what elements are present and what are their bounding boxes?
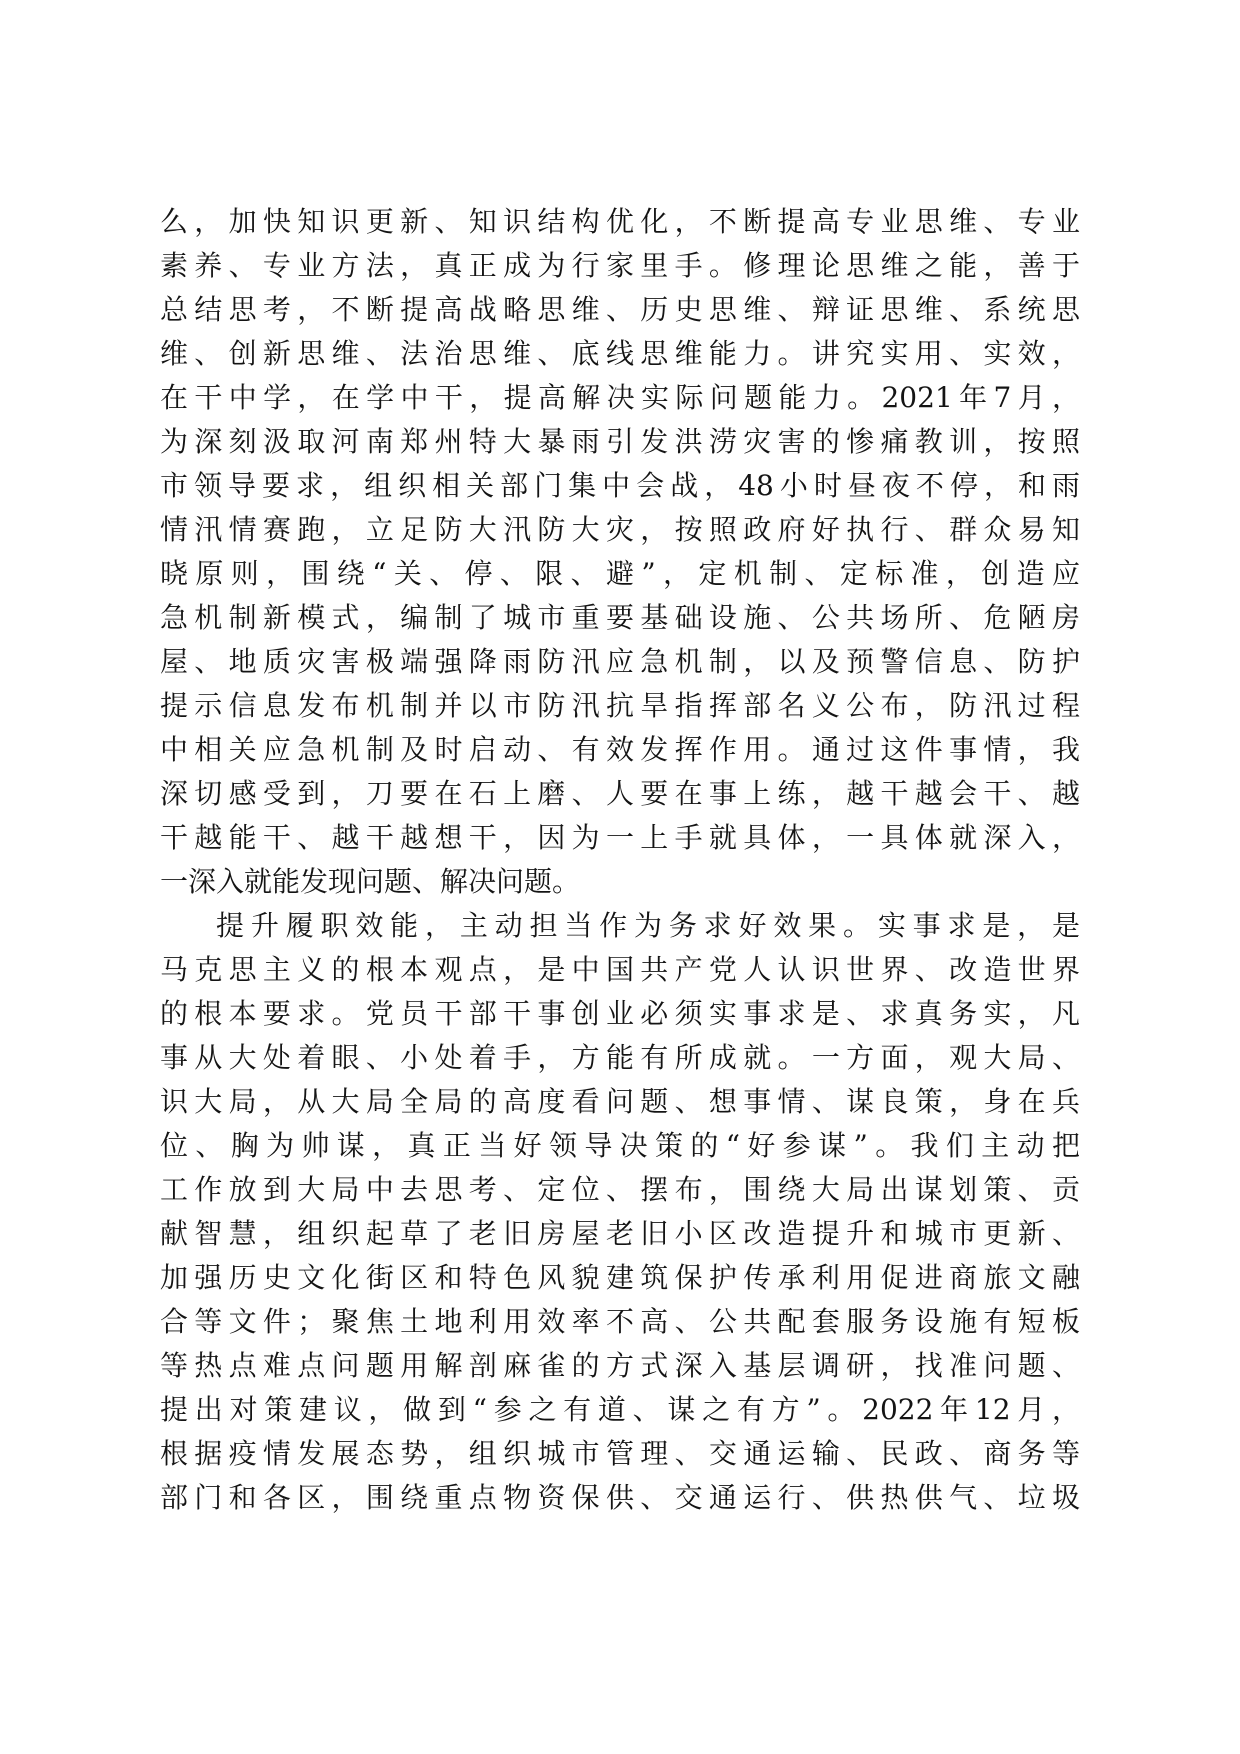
text-line: 根据疫情发展态势，组织城市管理、交通运输、民政、商务等 [160, 1437, 1080, 1470]
text-line: 为深刻汲取河南郑州特大暴雨引发洪涝灾害的惨痛教训，按照 [160, 425, 1080, 458]
text-line: 加强历史文化街区和特色风貌建筑保护传承利用促进商旅文融 [160, 1261, 1080, 1294]
text-line: 一深入就能发现问题、解决问题。 [160, 865, 581, 898]
text-line: 总结思考，不断提高战略思维、历史思维、辩证思维、系统思 [160, 293, 1080, 326]
text-line: 维、创新思维、法治思维、底线思维能力。讲究实用、实效， [160, 337, 1080, 370]
text-line: 干越能干、越干越想干，因为一上手就具体，一具体就深入， [160, 821, 1080, 854]
text-line: 提出对策建议，做到“参之有道、谋之有方”。2022年12月， [160, 1393, 1080, 1426]
text-line: 部门和各区，围绕重点物资保供、交通运行、供热供气、垃圾 [160, 1481, 1080, 1514]
text-line: 素养、专业方法，真正成为行家里手。修理论思维之能，善于 [160, 249, 1080, 282]
text-line: 么，加快知识更新、知识结构优化，不断提高专业思维、专业 [160, 205, 1080, 238]
paragraph-1 [160, 200, 1080, 904]
text-line: 提示信息发布机制并以市防汛抗旱指挥部名义公布，防汛过程 [160, 689, 1080, 722]
text-line: 情汛情赛跑，立足防大汛防大灾，按照政府好执行、群众易知 [160, 513, 1080, 546]
text-line: 屋、地质灾害极端强降雨防汛应急机制，以及预警信息、防护 [160, 645, 1080, 678]
text-line: 等热点难点问题用解剖麻雀的方式深入基层调研，找准问题、 [160, 1349, 1080, 1382]
paragraph-2 [160, 904, 1080, 1520]
text-line: 事从大处着眼、小处着手，方能有所成就。一方面，观大局、 [160, 1041, 1080, 1074]
text-line: 位、胸为帅谋，真正当好领导决策的“好参谋”。我们主动把 [160, 1129, 1080, 1162]
text-line: 工作放到大局中去思考、定位、摆布，围绕大局出谋划策、贡 [160, 1173, 1080, 1206]
text-line: 合等文件；聚焦土地利用效率不高、公共配套服务设施有短板 [160, 1305, 1080, 1338]
text-line: 提升履职效能，主动担当作为务求好效果。实事求是，是 [216, 909, 1080, 942]
text-line: 深切感受到，刀要在石上磨、人要在事上练，越干越会干、越 [160, 777, 1080, 810]
text-line: 急机制新模式，编制了城市重要基础设施、公共场所、危陋房 [160, 601, 1080, 634]
text-line: 识大局，从大局全局的高度看问题、想事情、谋良策，身在兵 [160, 1085, 1080, 1118]
text-line: 马克思主义的根本观点，是中国共产党人认识世界、改造世界 [160, 953, 1080, 986]
text-line: 献智慧，组织起草了老旧房屋老旧小区改造提升和城市更新、 [160, 1217, 1080, 1250]
text-line: 中相关应急机制及时启动、有效发挥作用。通过这件事情，我 [160, 733, 1080, 766]
text-line: 市领导要求，组织相关部门集中会战，48小时昼夜不停，和雨 [160, 469, 1080, 502]
body-text [160, 200, 1080, 1520]
text-line: 在干中学，在学中干，提高解决实际问题能力。2021年7月， [160, 381, 1080, 414]
text-line: 的根本要求。党员干部干事创业必须实事求是、求真务实，凡 [160, 997, 1080, 1030]
text-line: 晓原则，围绕“关、停、限、避”，定机制、定标准，创造应 [160, 557, 1080, 590]
